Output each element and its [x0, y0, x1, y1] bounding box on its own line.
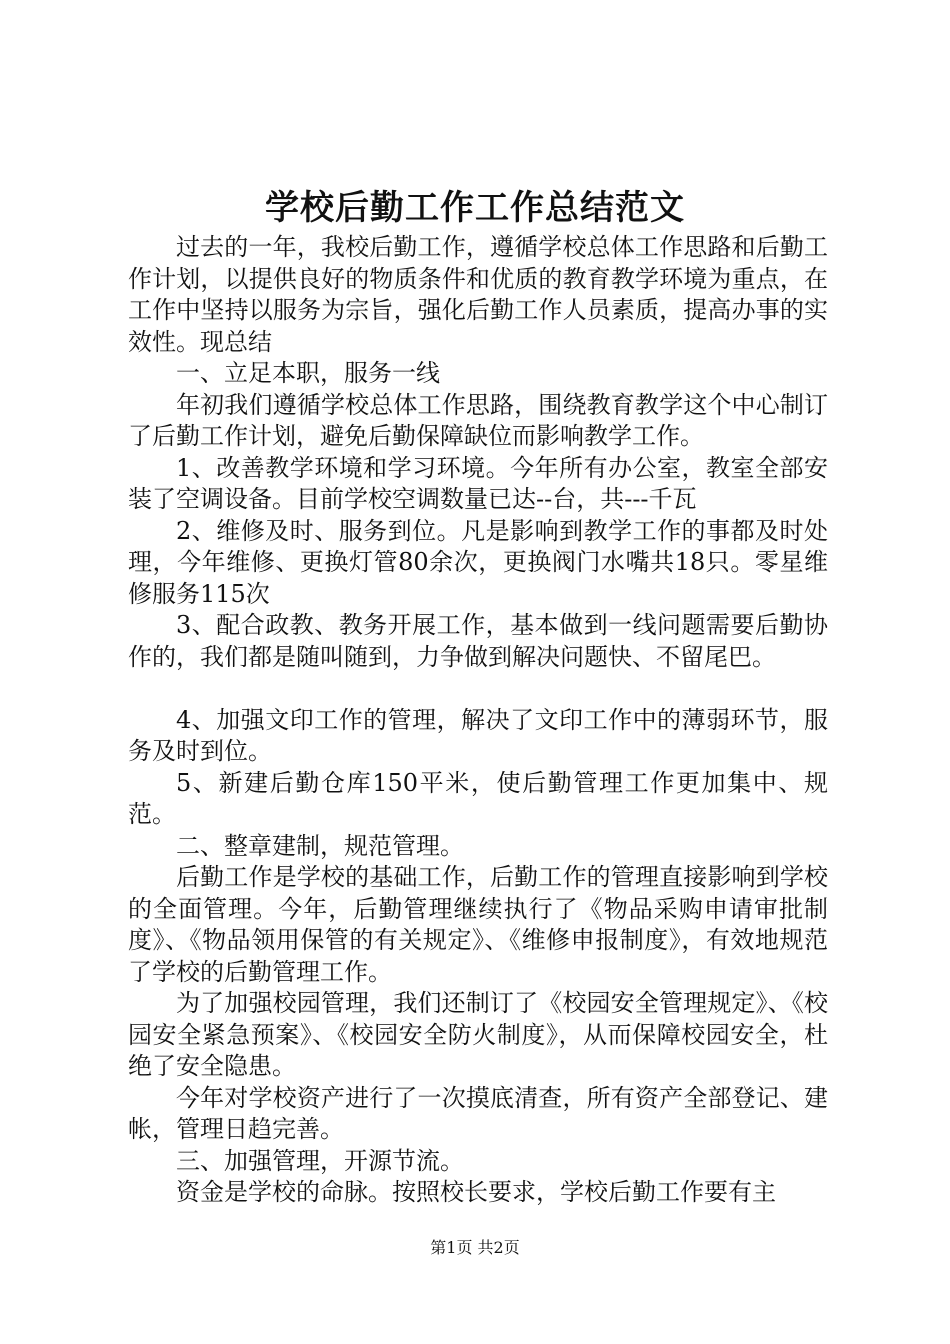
section-heading-1: 一、立足本职，服务一线 [176, 359, 440, 387]
paragraph: 今年对学校资产进行了一次摸底清查，所有资产全部登记、建帐，管理日趋完善。 [128, 1083, 828, 1143]
paragraph: 为了加强校园管理，我们还制订了《校园安全管理规定》、《校园安全紧急预案》、《校园安全防火制度》，从而保障校园安全，杜绝了安全隐患。 [128, 989, 828, 1080]
page-footer: 第1页 共2页 [430, 1238, 520, 1257]
list-item: 5、新建后勤仓库150平米，使后勤管理工作更加集中、规范。 [128, 768, 828, 828]
list-item: 1、改善教学环境和学习环境。今年所有办公室，教室全部安装了空调设备。目前学校空调数量已达--台，共---千瓦 [128, 453, 828, 513]
document-body [128, 232, 828, 1209]
paragraph: 年初我们遵循学校总体工作思路，围绕教育教学这个中心制订了后勤工作计划，避免后勤保障缺位而影响教学工作。 [128, 390, 828, 450]
blank-line [128, 673, 828, 705]
paragraph: 后勤工作是学校的基础工作，后勤工作的管理直接影响到学校的全面管理。今年，后勤管理继续执行了《物品采购申请审批制度》、《物品领用保管的有关规定》、《维修申报制度》，有效地规范了学校的后勤管理工作。 [128, 863, 828, 986]
section-heading-2: 二、整章建制，规范管理。 [176, 831, 464, 860]
list-item: 2、维修及时、服务到位。凡是影响到教学工作的事都及时处理，今年维修、更换灯管80余次，更换阀门水嘴共18只。零星维修服务115次 [128, 516, 828, 608]
section-heading-3: 三、加强管理，开源节流。 [176, 1146, 464, 1175]
paragraph: 资金是学校的命脉。按照校长要求，学校后勤工作要有主 [176, 1178, 776, 1206]
paragraph-intro: 过去的一年，我校后勤工作，遵循学校总体工作思路和后勤工作计划，以提供良好的物质条件和优质的教育教学环境为重点，在工作中坚持以服务为宗旨，强化后勤工作人员素质，提高办事的实效性。现总结 [128, 233, 828, 356]
list-item: 3、配合政教、教务开展工作，基本做到一线问题需要后勤协作的，我们都是随叫随到，力争做到解决问题快、不留尾巴。 [128, 611, 828, 671]
document-title: 学校后勤工作工作总结范文 [265, 188, 685, 228]
list-item: 4、加强文印工作的管理，解决了文印工作中的薄弱环节，服务及时到位。 [128, 705, 828, 765]
